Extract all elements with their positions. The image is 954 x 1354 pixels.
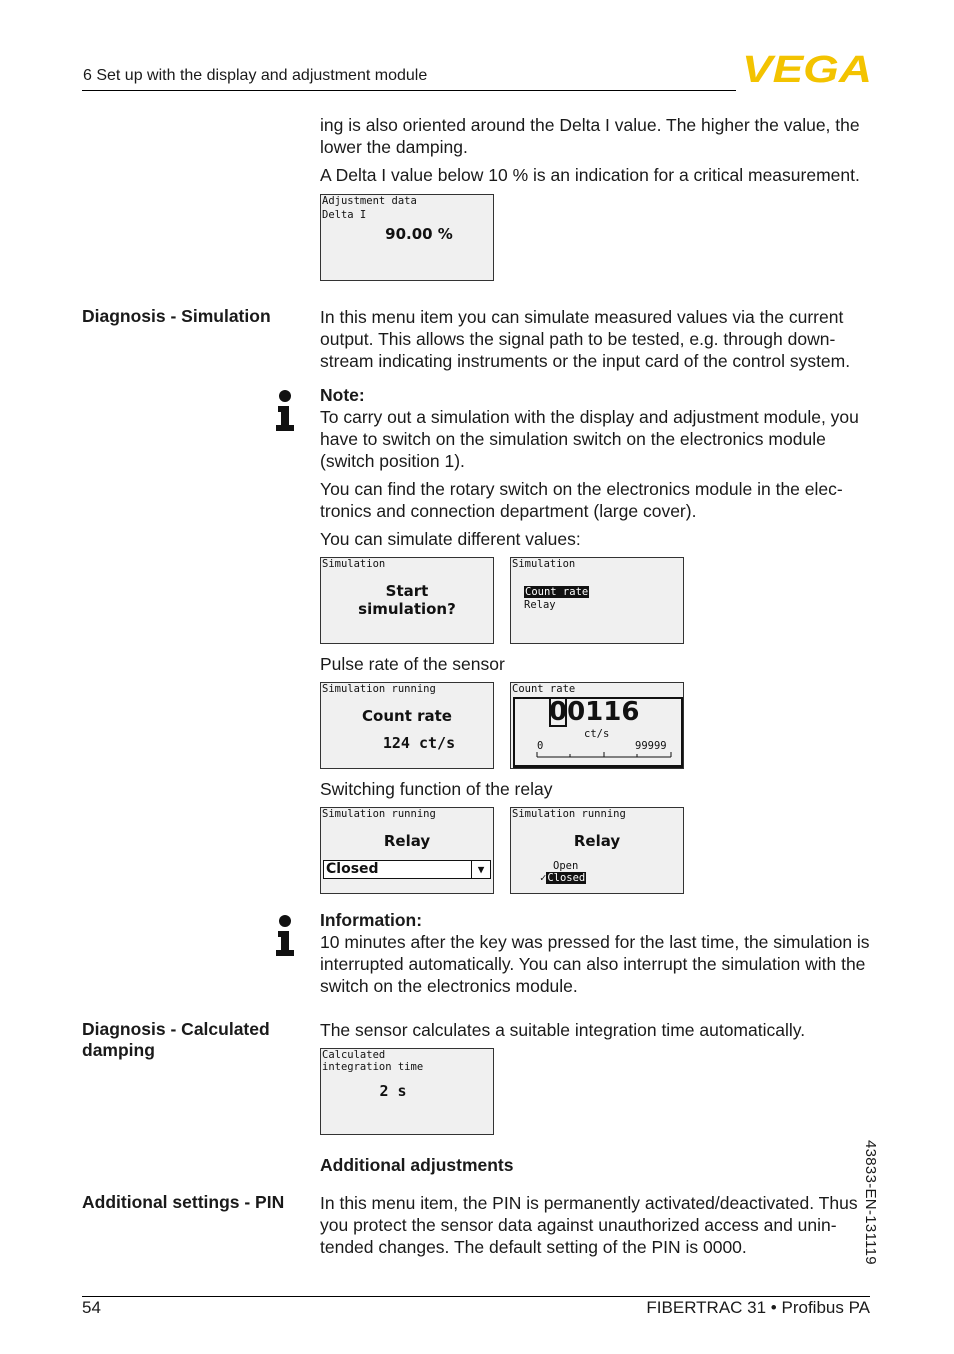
info-icon xyxy=(274,914,296,958)
information-title: Information: xyxy=(320,910,423,930)
count-rate-digits: 0116 xyxy=(567,697,640,727)
rotary-text: You can find the rotary switch on the electronics module in the elec-tronics and connection department (large cover). xyxy=(320,479,843,521)
additional-heading: Additional adjustments xyxy=(320,1155,514,1175)
page-header-section: 6 Set up with the display and adjustment module xyxy=(83,67,428,84)
option-closed: Closed xyxy=(547,872,586,884)
scale-max: 99999 xyxy=(635,740,667,752)
pin-text: In this menu item, the PIN is permanently activated/deactivated. Thus you protect the sensor data against unauthorized access and unin-tended changes. The default setting of the PIN is 0000. xyxy=(320,1193,858,1257)
label-diagnosis-simulation: Diagnosis - Simulation xyxy=(82,306,271,326)
screen-line: simulation? xyxy=(358,600,456,618)
values-text: You can simulate different values: xyxy=(320,529,581,549)
screen-line: Delta I xyxy=(322,209,367,221)
screen-title: Simulation running xyxy=(322,808,436,820)
header-rule xyxy=(82,90,736,91)
screen-integration-time xyxy=(320,1048,494,1135)
screen-title: Simulation xyxy=(322,558,386,570)
count-rate-scale xyxy=(533,751,675,761)
screen-value: 2 s xyxy=(379,1082,407,1100)
svg-text:VEGA: VEGA xyxy=(742,51,872,85)
screen-start-simulation xyxy=(320,557,494,644)
count-rate-cursor-digit: 0 xyxy=(549,697,568,727)
note-title: Note: xyxy=(320,385,365,405)
screen-line: Calculated xyxy=(322,1049,386,1061)
menu-item-relay: Relay xyxy=(524,599,556,611)
screen-count-rate-editor xyxy=(510,682,684,769)
count-rate-unit: ct/s xyxy=(584,728,610,740)
screen-line: Relay xyxy=(573,832,621,850)
relay-dropdown xyxy=(323,860,491,879)
pulse-caption: Pulse rate of the sensor xyxy=(320,654,505,674)
screen-line: Count rate xyxy=(362,707,452,725)
delta-paragraph-1: ing is also oriented around the Delta I value. The higher the value, the lower the damping. xyxy=(320,115,860,157)
screen-title: Count rate xyxy=(512,683,576,695)
scale-min: 0 xyxy=(537,740,544,752)
page-number: 54 xyxy=(82,1298,101,1317)
screen-line: Start xyxy=(385,582,429,600)
screen-line: Adjustment data xyxy=(322,195,417,207)
delta-paragraph-2: A Delta I value below 10 % is an indication for a critical measurement. xyxy=(320,165,860,185)
information-text: 10 minutes after the key was pressed for the last time, the simulation is interrupted automatically. You can also interrupt the simulation with the switch on the electronics module. xyxy=(320,932,870,996)
screen-title: Simulation xyxy=(512,558,576,570)
screen-count-rate-running xyxy=(320,682,494,769)
option-open: Open xyxy=(553,860,579,872)
label-calculated-damping: Diagnosis - Calculated damping xyxy=(82,1019,270,1060)
screen-line: integration time xyxy=(322,1061,424,1073)
screen-simulation-menu xyxy=(510,557,684,644)
note-text: To carry out a simulation with the display and adjustment module, you have to switch on the simulation switch on the electronics module (switch position 1). xyxy=(320,407,859,471)
product-name: FIBERTRAC 31 • Profibus PA xyxy=(646,1298,870,1317)
screen-title: Simulation running xyxy=(512,808,626,820)
simulation-intro: In this menu item you can simulate measured values via the current output. This allows the signal path to be tested, e.g. through down-stream indicating instruments or the input card of the control system. xyxy=(320,307,851,371)
screen-line: Relay xyxy=(383,832,431,850)
checkmark-icon: ✓ xyxy=(540,872,547,884)
screen-title: Simulation running xyxy=(322,683,436,695)
vega-logo xyxy=(742,51,874,85)
label-additional-pin: Additional settings - PIN xyxy=(82,1192,285,1212)
footer-rule xyxy=(82,1296,870,1297)
screen-value: 124 ct/s xyxy=(382,734,456,752)
menu-item-count-rate: Count rate xyxy=(525,586,589,598)
chevron-down-icon: ▼ xyxy=(471,861,490,878)
calc-text: The sensor calculates a suitable integration time automatically. xyxy=(320,1020,806,1040)
screen-delta-i xyxy=(320,194,494,281)
screen-value: 90.00 % xyxy=(385,225,453,243)
relay-caption: Switching function of the relay xyxy=(320,779,553,799)
screen-relay-select xyxy=(320,807,494,894)
relay-dropdown-value: Closed xyxy=(326,861,379,877)
info-icon xyxy=(274,389,296,433)
screen-relay-options xyxy=(510,807,684,894)
document-id: 43833-EN-131119 xyxy=(862,1140,879,1265)
